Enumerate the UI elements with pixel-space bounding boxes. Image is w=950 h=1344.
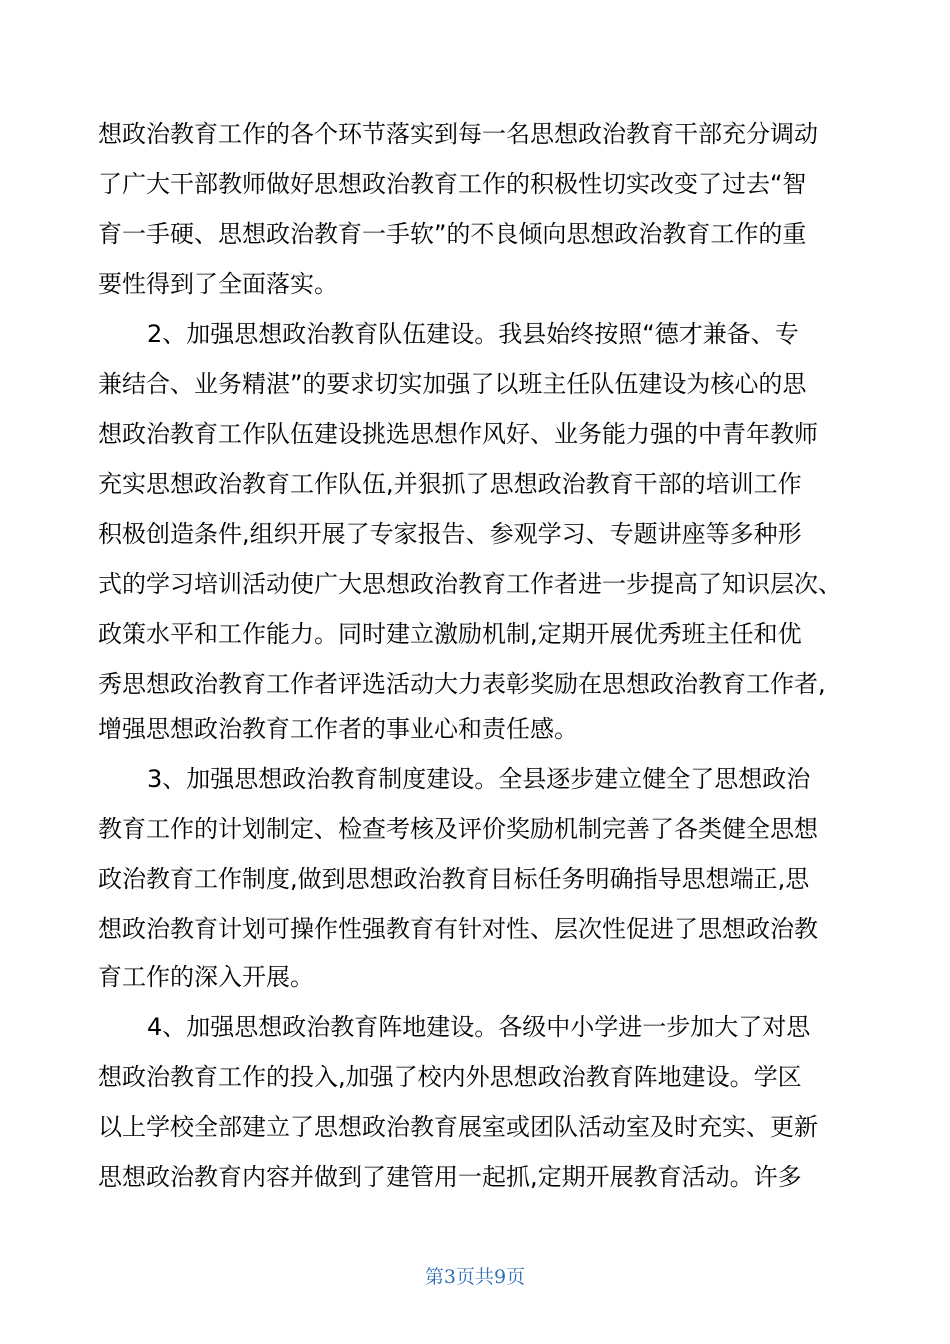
page-number-footer: 第3页共9页 — [424, 1266, 526, 1288]
text-line: 了广大干部教师做好思想政治教育工作的积极性切实改变了过去“智 — [98, 170, 807, 198]
text-line: 想政治教育计划可操作性强教育有针对性、层次性促进了思想政治教 — [98, 915, 818, 943]
text-line: 秀思想政治教育工作者评选活动大力表彰奖励在思想政治教育工作者, — [98, 670, 826, 698]
paragraph-4-heading: 4、加强思想政治教育阵地建设。各级中小学进一步加大了对思 — [147, 1013, 811, 1041]
text-line: 增强思想政治教育工作者的事业心和责任感。 — [98, 715, 578, 743]
text-line: 教育工作的计划制定、检查考核及评价奖励机制完善了各类健全思想 — [98, 815, 818, 843]
text-line: 积极创造条件,组织开展了专家报告、参观学习、专题讲座等多种形 — [98, 520, 802, 548]
text-line: 式的学习培训活动使广大思想政治教育工作者进一步提高了知识层次、 — [98, 570, 842, 598]
text-line: 想政治教育工作的投入,加强了校内外思想政治教育阵地建设。学区 — [98, 1063, 802, 1091]
text-line: 育工作的深入开展。 — [98, 963, 314, 991]
text-line: 兼结合、业务精湛”的要求切实加强了以班主任队伍建设为核心的思 — [98, 370, 807, 398]
text-line: 要性得到了全面落实。 — [98, 270, 338, 298]
text-line: 思想政治教育内容并做到了建管用一起抓,定期开展教育活动。许多 — [98, 1163, 802, 1191]
text-line: 政策水平和工作能力。同时建立激励机制,定期开展优秀班主任和优 — [98, 620, 802, 648]
text-line: 以上学校全部建立了思想政治教育展室或团队活动室及时充实、更新 — [98, 1113, 818, 1141]
text-line: 想政治教育工作队伍建设挑选思想作风好、业务能力强的中青年教师 — [98, 420, 818, 448]
text-line: 政治教育工作制度,做到思想政治教育目标任务明确指导思想端正,思 — [98, 865, 810, 893]
text-line: 想政治教育工作的各个环节落实到每一名思想政治教育干部充分调动 — [98, 120, 818, 148]
paragraph-2-heading: 2、加强思想政治教育队伍建设。我县始终按照“德才兼备、专 — [147, 320, 799, 348]
paragraph-3-heading: 3、加强思想政治教育制度建设。全县逐步建立健全了思想政治 — [147, 765, 811, 793]
text-line: 育一手硬、思想政治教育一手软”的不良倾向思想政治教育工作的重 — [98, 220, 807, 248]
text-line: 充实思想政治教育工作队伍,并狠抓了思想政治教育干部的培训工作 — [98, 470, 802, 498]
